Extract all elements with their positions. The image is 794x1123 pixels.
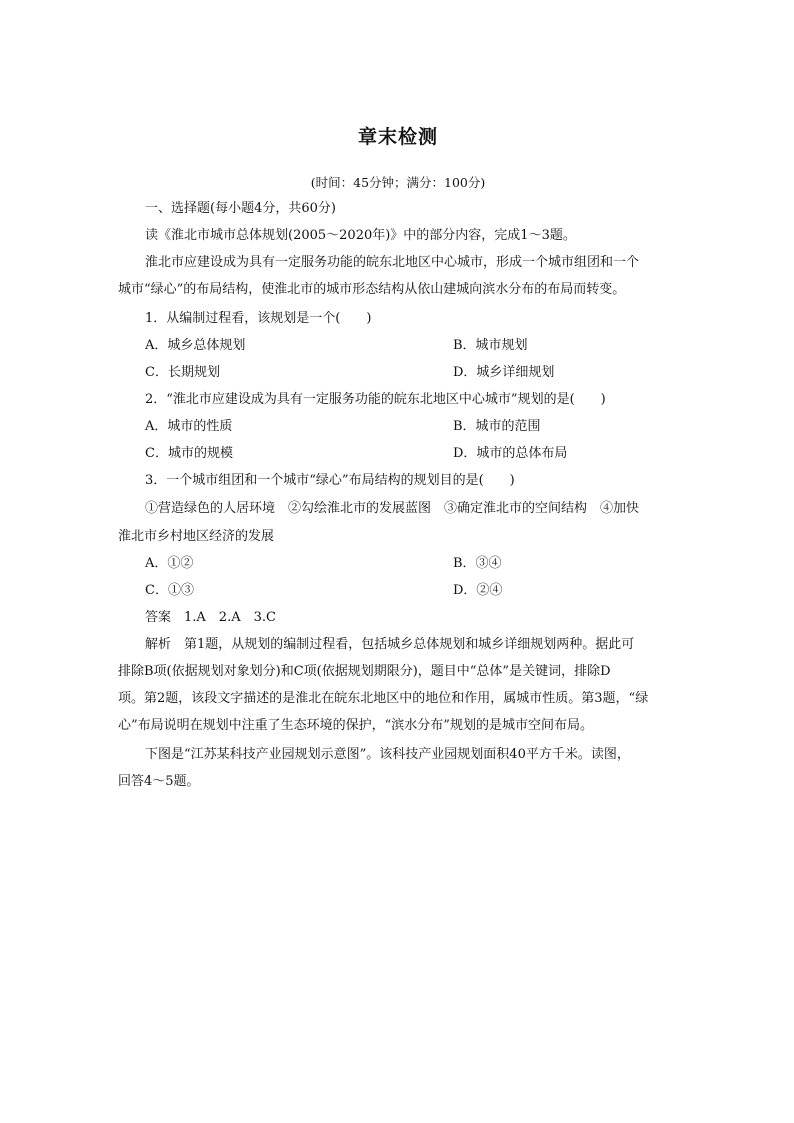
question-2-option-a: A．城市的性质 (145, 419, 233, 434)
exam-time-info: (时间：45分钟；满分：100分) (310, 175, 486, 190)
question-3-option-b: B．③④ (453, 556, 502, 571)
analysis-line: 解析 第1题，从规划的编制过程看，包括城乡总体规划和城乡详细规划两种。据此可 (145, 637, 635, 652)
question-2-option-d: D．城市的总体布局 (453, 446, 568, 461)
question-3-option-c: C．①③ (145, 583, 194, 598)
question-3-statements: 淮北市乡村地区经济的发展 (118, 529, 275, 544)
next-question-intro: 回答4～5题。 (118, 774, 200, 789)
analysis-line: 排除B项(依据规划对象划分)和C项(依据规划期限分)，题目中“总体”是关键词，排除D (118, 664, 611, 679)
question-1-option-b: B．城市规划 (453, 338, 528, 353)
question-1-option-a: A．城乡总体规划 (145, 338, 246, 353)
page-title: 章末检测 (357, 126, 438, 148)
question-2-option-c: C．城市的规模 (145, 446, 233, 461)
section-heading: 一、选择题(每小题4分，共60分) (145, 201, 336, 216)
question-group-intro: 读《淮北市城市总体规划(2005～2020年)》中的部分内容，完成1～3题。 (145, 228, 576, 243)
next-question-intro: 下图是“江苏某科技产业园规划示意图”。该科技产业园规划面积40平方千米。读图， (145, 747, 630, 762)
passage-line: 淮北市应建设成为具有一定服务功能的皖东北地区中心城市，形成一个城市组团和一个 (145, 255, 640, 270)
question-1-stem: 1．从编制过程看，该规划是一个( ) (145, 311, 372, 326)
analysis-line: 心”布局说明在规划中注重了生态环境的保护，“滨水分布”规划的是城市空间布局。 (118, 718, 593, 733)
analysis-line: 项。第2题，该段文字描述的是淮北在皖东北地区中的地位和作用，属城市性质。第3题，“绿 (118, 691, 649, 706)
question-2-option-b: B．城市的范围 (453, 419, 541, 434)
question-3-option-d: D．②④ (453, 583, 503, 598)
passage-line: 城市“绿心”的布局结构，使淮北市的城市形态结构从依山建城向滨水分布的布局而转变。 (118, 282, 626, 297)
question-3-stem: 3．一个城市组团和一个城市“绿心”布局结构的规划目的是( ) (145, 473, 515, 488)
question-3-statements: ①营造绿色的人居环境 ②勾绘淮北市的发展蓝图 ③确定淮北市的空间结构 ④加快 (145, 501, 640, 516)
question-2-stem: 2．“淮北市应建设成为具有一定服务功能的皖东北地区中心城市”规划的是( ) (145, 392, 606, 407)
question-1-option-d: D．城乡详细规划 (453, 365, 555, 380)
answer-key: 答案 1.A 2.A 3.C (145, 610, 276, 625)
question-1-option-c: C．长期规划 (145, 365, 220, 380)
question-3-option-a: A．①② (145, 556, 194, 571)
